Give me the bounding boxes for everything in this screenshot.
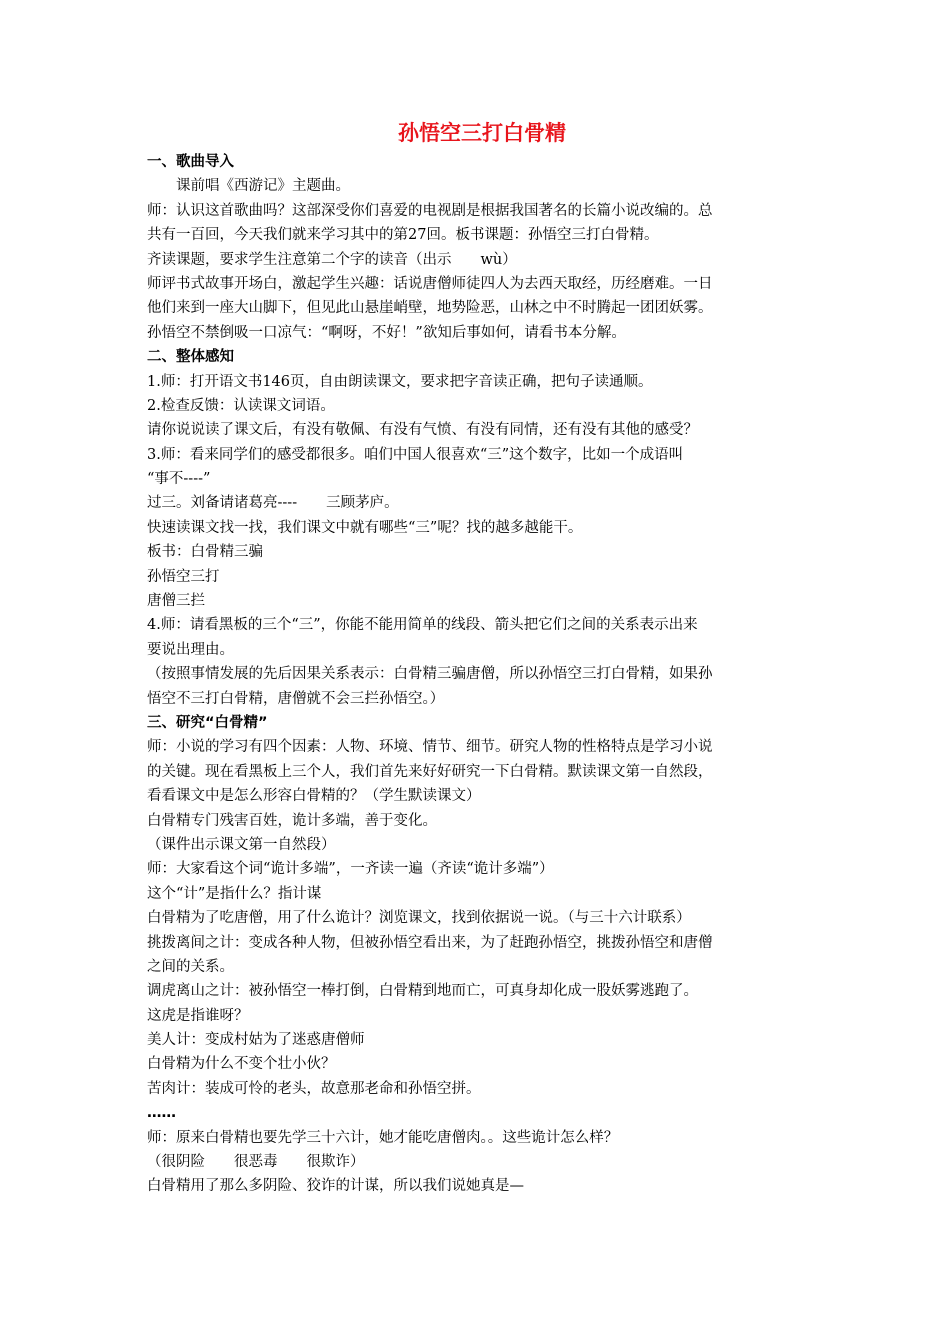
text-line: 课前唱《西游记》主题曲。 bbox=[176, 178, 350, 195]
text-line: 挑拨离间之计：变成各种人物，但被孙悟空看出来，为了赶跑孙悟空，挑拨孙悟空和唐僧 bbox=[147, 934, 713, 951]
text-line: （按照事情发展的先后因果关系表示：白骨精三骗唐僧，所以孙悟空三打白骨精，如果孙 bbox=[147, 666, 713, 683]
text-line: 唐僧三拦 bbox=[147, 593, 205, 610]
section-heading: 二、整体感知 bbox=[147, 349, 234, 366]
text-line: 齐读课题，要求学生注意第二个字的读音（出示 wù） bbox=[147, 251, 517, 268]
text-line: （课件出示课文第一自然段） bbox=[147, 836, 336, 853]
text-line: 白骨精专门残害百姓，诡计多端，善于变化。 bbox=[147, 812, 437, 829]
text-line: 师：小说的学习有四个因素：人物、环境、情节、细节。研究人物的性格特点是学习小说 bbox=[147, 739, 713, 756]
text-line: 师：原来白骨精也要先学三十六计，她才能吃唐僧肉。。这些诡计怎么样？ bbox=[147, 1129, 619, 1146]
text-line: 要说出理由。 bbox=[147, 641, 234, 658]
text-line: 4.师：请看黑板的三个“三”，你能不能用简单的线段、箭头把它们之间的关系表示出来 bbox=[147, 617, 698, 634]
text-line: 调虎离山之计：被孙悟空一棒打倒，白骨精到地而亡，可真身却化成一股妖雾逃跑了。 bbox=[147, 983, 698, 1000]
text-line: 苦肉计：装成可怜的老头，故意那老命和孙悟空拼。 bbox=[147, 1080, 481, 1097]
text-line: （很阴险 很恶毒 很欺诈） bbox=[147, 1154, 365, 1171]
text-line: 美人计：变成村姑为了迷惑唐僧师 bbox=[147, 1032, 365, 1049]
section-heading: 一、歌曲导入 bbox=[147, 154, 234, 170]
section-heading: 三、研究“白骨精” bbox=[147, 714, 268, 731]
text-line: 白骨精用了那么多阴险、狡诈的计谋，所以我们说她真是— bbox=[147, 1178, 524, 1195]
text-line: 孙悟空不禁倒吸一口凉气：“啊呀，不好！”欲知后事如何，请看书本分解。 bbox=[147, 324, 626, 341]
text-line: 师评书式故事开场白，激起学生兴趣：话说唐僧师徒四人为去西天取经，历经磨难。一日 bbox=[147, 275, 713, 292]
text-line: “事不----” bbox=[147, 471, 211, 488]
text-line: 之间的关系。 bbox=[147, 958, 234, 975]
text-line: 过三。刘备请诸葛亮---- 三顾茅庐。 bbox=[147, 495, 399, 512]
text-line: 他们来到一座大山脚下，但见此山悬崖峭壁，地势险恶，山林之中不时腾起一团团妖雾。 bbox=[147, 300, 713, 317]
text-line: 这虎是指谁呀？ bbox=[147, 1007, 249, 1024]
section-heading: …… bbox=[147, 1105, 176, 1122]
text-line: 的关键。现在看黑板上三个人，我们首先来好好研究一下白骨精。默读课文第一自然段， bbox=[147, 763, 713, 780]
text-line: 请你说说读了课文后，有没有敬佩、有没有气愤、有没有同情，还有没有其他的感受？ bbox=[147, 422, 698, 439]
text-line: 悟空不三打白骨精，唐僧就不会三拦孙悟空。） bbox=[147, 690, 445, 707]
text-line: 快速读课文找一找，我们课文中就有哪些“三”呢？找的越多越能干。 bbox=[147, 519, 583, 536]
text-line: 板书：白骨精三骗 bbox=[147, 544, 263, 561]
text-line: 3.师：看来同学们的感受都很多。咱们中国人很喜欢“三”这个数字，比如一个成语叫 bbox=[147, 446, 684, 463]
document-page bbox=[147, 118, 817, 1199]
document-title: 孙悟空三打白骨精 bbox=[398, 121, 566, 145]
text-line: 师：大家看这个词“诡计多端”，一齐读一遍（齐读“诡计多端”） bbox=[147, 861, 554, 878]
text-line: 师：认识这首歌曲吗？这部深受你们喜爱的电视剧是根据我国著名的长篇小说改编的。总 bbox=[147, 202, 713, 219]
text-line: 共有一百回，今天我们就来学习其中的第27回。板书课题：孙悟空三打白骨精。 bbox=[147, 227, 659, 244]
text-line: 2.检查反馈：认读课文词语。 bbox=[147, 397, 335, 414]
text-line: 看看课文中是怎么形容白骨精的？（学生默读课文） bbox=[147, 788, 481, 805]
text-line: 白骨精为了吃唐僧，用了什么诡计？浏览课文，找到依据说一说。（与三十六计联系） bbox=[147, 910, 691, 927]
text-line: 1.师：打开语文书146页，自由朗读课文，要求把字音读正确，把句子读通顺。 bbox=[147, 373, 653, 390]
text-line: 白骨精为什么不变个壮小伙？ bbox=[147, 1056, 336, 1073]
text-line: 孙悟空三打 bbox=[147, 568, 220, 585]
text-line: 这个“计”是指什么？指计谋 bbox=[147, 885, 322, 902]
document-body bbox=[147, 150, 817, 1199]
